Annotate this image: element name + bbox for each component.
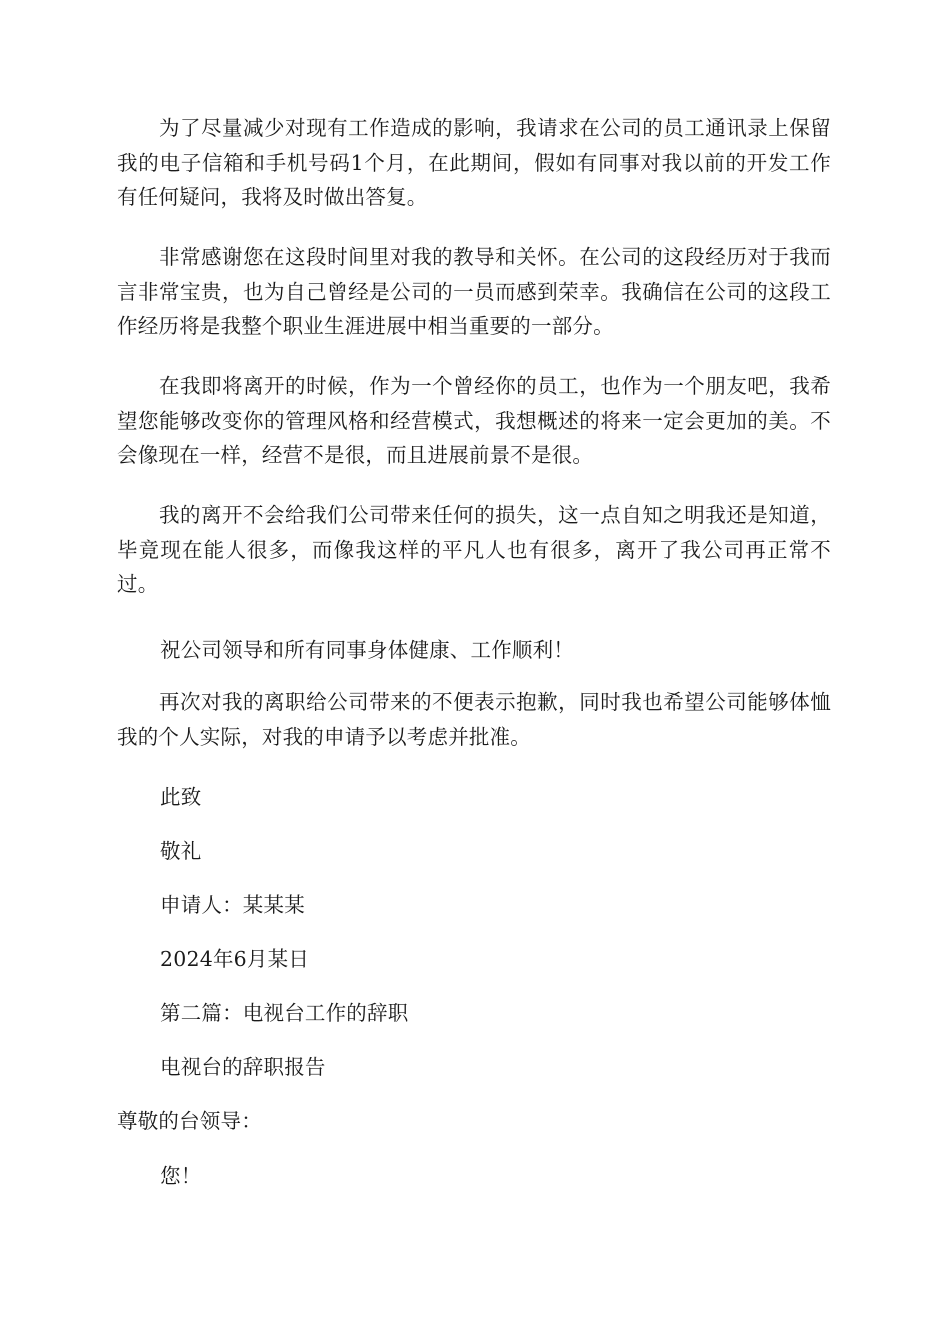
section-title: 第二篇：电视台工作的辞职 [160, 1001, 409, 1025]
closing-line: 此致 [160, 785, 202, 809]
greeting-line: 尊敬的台领导： [117, 1109, 262, 1133]
paragraph-4: 我的离开不会给我们公司带来任何的损失，这一点自知之明我还是知道，毕竟现在能人很多，而像我这样的平凡人也有很多，离开了我公司再正常不过。 [117, 503, 831, 596]
wishes-line: 祝公司领导和所有同事身体健康、工作顺利！ [160, 638, 574, 662]
paragraph-1: 为了尽量减少对现有工作造成的影响，我请求在公司的员工通讯录上保留我的电子信箱和手机号码1个月，在此期间，假如有同事对我以前的开发工作有任何疑问，我将及时做出答复。 [117, 116, 831, 209]
paragraph-2: 非常感谢您在这段时间里对我的教导和关怀。在公司的这段经历对于我而言非常宝贵，也为自己曾经是公司的一员而感到荣幸。我确信在公司的这段工作经历将是我整个职业生涯进展中相当重要的一部分。 [117, 245, 831, 338]
paragraph-6-block [117, 685, 831, 754]
paragraph-2-block [117, 240, 831, 344]
report-title: 电视台的辞职报告 [160, 1055, 326, 1079]
date-line: 2024年6月某日 [160, 947, 310, 971]
paragraph-3: 在我即将离开的时候，作为一个曾经你的员工，也作为一个朋友吧，我希望您能够改变你的管理风格和经营模式，我想概述的将来一定会更加的美。不会像现在一样，经营不是很，而且进展前景不是很。 [117, 374, 831, 467]
salute-line: 敬礼 [160, 839, 202, 863]
hello-line: 您！ [160, 1164, 202, 1188]
paragraph-6: 再次对我的离职给公司带来的不便表示抱歉，同时我也希望公司能够体恤我的个人实际，对我的申请予以考虑并批准。 [117, 690, 831, 749]
paragraph-4-block [117, 498, 831, 602]
applicant-line: 申请人：某某某 [160, 893, 305, 917]
paragraph-1-block [117, 111, 831, 215]
paragraph-3-block [117, 369, 831, 473]
